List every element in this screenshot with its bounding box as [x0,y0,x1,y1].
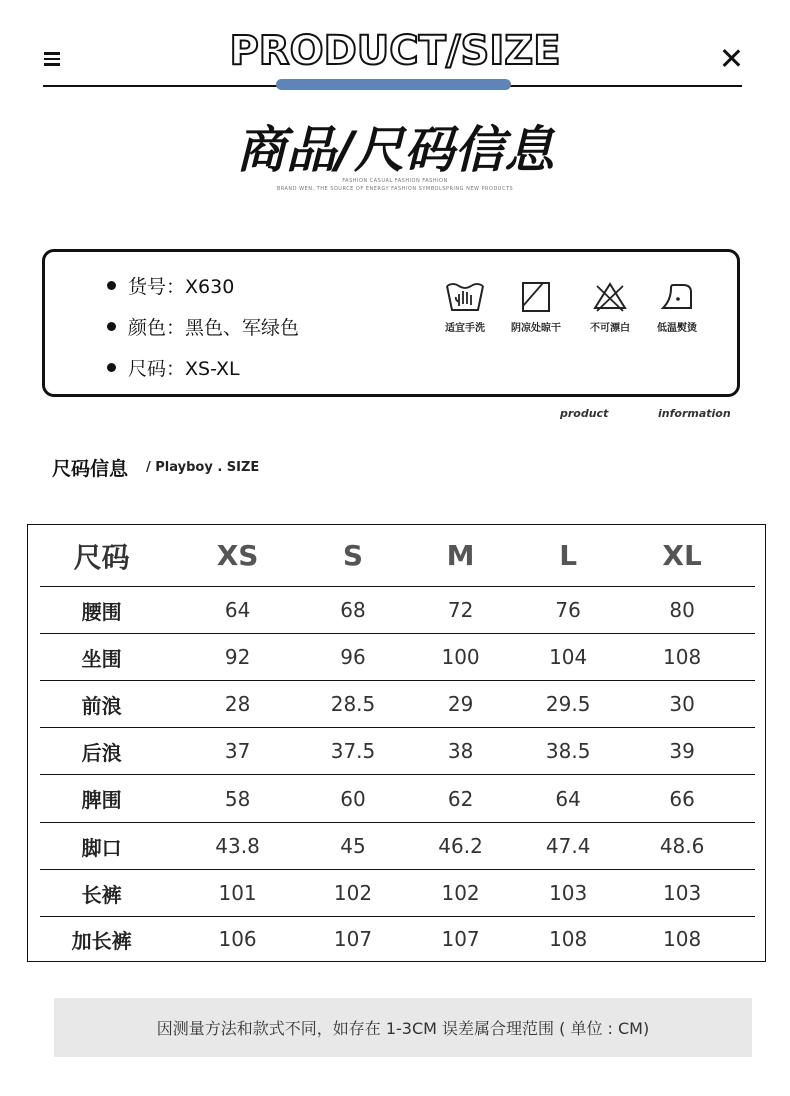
table-header-cell: XL [662,539,702,572]
table-cell: 102 [333,881,373,905]
table-cell: 80 [669,598,695,622]
table-cell: 68 [340,598,366,622]
table-cell: 29.5 [545,692,591,716]
table-row-label: 前浪 [81,693,122,718]
table-cell: 28.5 [330,692,376,716]
hand-wash-icon [445,280,485,314]
section-subtitle: / Playboy . SIZE [146,460,260,475]
no-bleach-icon [592,280,628,314]
table-cell: 47.4 [545,834,591,858]
low-iron-icon [659,280,695,314]
info-item-label: 尺码：XS-XL [128,358,240,380]
table-cell: 58 [224,786,251,811]
table-cell: 37.5 [330,739,376,763]
table-cell: 100 [441,645,480,669]
table-row [40,587,755,634]
header-accent-bar [276,79,511,90]
table-cell: 29 [447,692,474,716]
table-header-cell: M [446,539,475,572]
info-item-color [107,313,299,340]
table-cell: 107 [333,927,373,951]
table-cell: 64 [555,786,581,811]
table-row-label: 长裤 [81,882,122,907]
table-row [40,823,755,870]
table-row-label: 脾围 [81,788,122,812]
table-cell: 76 [555,598,581,622]
table-cell: 108 [549,927,588,951]
table-row-label: 坐围 [81,646,122,671]
table-cell: 96 [340,645,366,669]
shade-dry-icon [519,280,553,314]
table-cell: 103 [549,881,588,905]
table-cell: 28 [224,692,251,716]
info-item-sku [107,272,234,299]
table-row [40,681,755,728]
subtitle-line-2: BRAND WEN, THE SOURCE OF ENERGY FASHION SYMBOLSPRING NEW PRODUCTS [276,186,514,192]
table-cell: 72 [447,598,474,622]
table-cell: 62 [447,786,474,811]
page-title: 商品/尺码信息 [235,121,555,179]
table-cell: 60 [340,786,366,811]
table-cell: 107 [441,927,480,951]
info-item-size [107,354,240,381]
header-title: PRODUCT/SIZE [229,28,561,74]
table-cell: 43.8 [215,834,260,858]
table-cell: 48.6 [659,834,705,858]
care-hand-wash: 适宜手洗 [430,280,500,334]
table-cell: 66 [669,786,695,811]
table-cell: 108 [663,927,702,951]
table-cell: 46.2 [438,834,483,858]
table-cell: 37 [224,739,251,763]
care-shade-dry: 阴凉处晾干 [501,280,571,334]
info-item-label: 货号：X630 [128,276,235,298]
table-cell: 92 [224,645,251,669]
tagline-information: information [658,407,731,420]
table-cell: 108 [663,645,702,669]
table-row [40,634,755,681]
table-row-label: 后浪 [81,740,122,765]
care-low-iron: 低温熨烫 [642,280,712,334]
table-header-cell: XS [216,539,259,572]
table-row-label: 加长裤 [71,928,132,953]
measurement-note: 因测量方法和款式不同，如存在 1-3CM 误差属合理范围 ( 单位 : CM) [54,998,752,1057]
table-cell: 30 [669,692,695,716]
bullet-dot [107,322,116,331]
table-row [40,775,755,823]
table-row [40,728,755,775]
tagline-product: product [560,407,609,420]
table-header-cell: L [559,539,578,572]
table-row [40,917,755,961]
table-header-cell: S [342,539,364,572]
table-cell: 106 [218,927,257,951]
table-row-label: 脚口 [81,835,122,860]
table-header-cell: 尺码 [73,540,130,574]
table-cell: 38.5 [545,739,591,763]
table-cell: 104 [549,645,588,669]
table-cell: 64 [224,598,251,622]
section-title: 尺码信息 [52,458,129,480]
size-table [27,524,766,962]
table-row [40,870,755,917]
bullet-dot [107,363,116,372]
table-cell: 45 [340,834,366,858]
table-cell: 103 [663,881,702,905]
table-header-row [40,525,755,587]
care-no-bleach: 不可漂白 [575,280,645,334]
product-info-box [42,249,740,397]
table-cell: 39 [669,739,695,763]
bullet-dot [107,281,116,290]
subtitle-line-1: FASHION CASUAL FASHION FASHION [342,178,448,184]
close-icon[interactable] [720,47,742,69]
table-row-label: 腰围 [81,599,122,624]
info-item-label: 颜色：黑色、军绿色 [128,317,300,339]
table-cell: 38 [447,739,474,763]
table-cell: 101 [218,881,257,905]
table-cell: 102 [441,881,480,905]
